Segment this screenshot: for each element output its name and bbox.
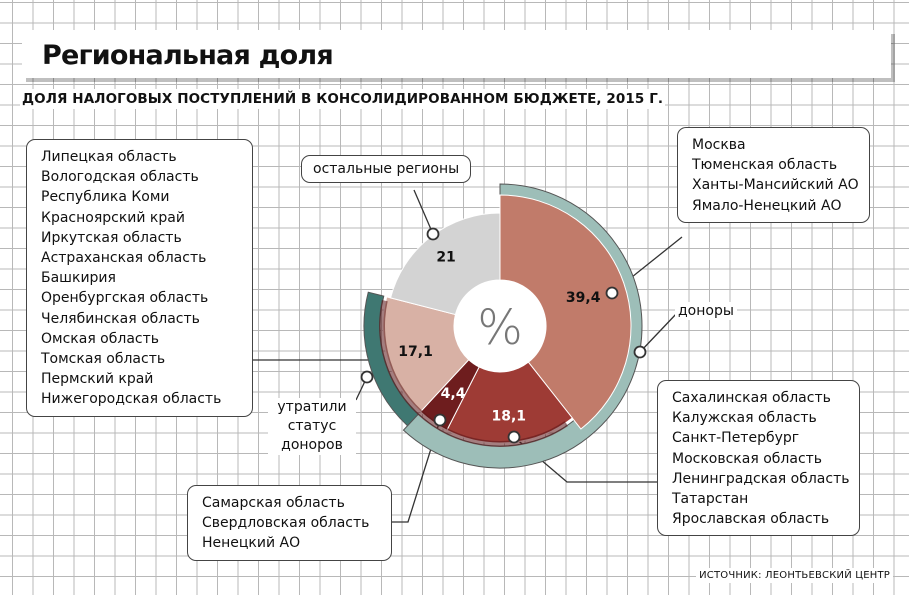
lost-label-line: утратили (277, 399, 347, 415)
other-regions-label: остальные регионы (301, 155, 471, 183)
slice-value-label: 4,4 (440, 386, 466, 403)
leader-dot (435, 415, 446, 426)
region-item: Башкирия (41, 270, 116, 287)
moscow-group-list (677, 127, 870, 223)
region-item: Оренбургская область (41, 290, 209, 307)
lost-donor-status-label (268, 398, 356, 455)
region-item: Челябинская область (41, 310, 200, 327)
leader-dot (509, 432, 520, 443)
region-item: Тюменская область (692, 157, 838, 174)
lost-label-line: доноров (281, 437, 343, 453)
region-item: Самарская область (202, 495, 345, 511)
lost-label-line: статус (287, 418, 337, 434)
region-item: Калужская область (672, 410, 817, 427)
region-item: Ханты-Мансийский АО (692, 177, 859, 194)
region-item: Санкт-Петербург (672, 430, 800, 447)
region-item: Иркутская область (41, 229, 182, 246)
page-title: Региональная доля (42, 40, 333, 71)
region-item: Пермский край (41, 371, 154, 388)
region-item: Свердловская область (202, 515, 370, 532)
chart-subtitle: ДОЛЯ НАЛОГОВЫХ ПОСТУПЛЕНИЙ В КОНСОЛИДИРОВАННОМ БЮДЖЕТЕ, 2015 Г. (22, 91, 664, 107)
leader-donors (640, 312, 678, 352)
region-item: Красноярский край (41, 209, 185, 226)
region-item: Астраханская область (41, 250, 207, 267)
lipetsk-group-list (26, 139, 253, 417)
leader-dot (428, 229, 439, 240)
center-percent-label: % (477, 300, 523, 356)
slice-value-label: 18,1 (491, 408, 527, 425)
region-item: Томская область (41, 351, 166, 368)
region-item: Татарстан (672, 491, 749, 508)
slice-value-label: 17,1 (398, 343, 433, 360)
region-item: Московская область (672, 450, 823, 467)
title-bar (22, 30, 891, 78)
leader-dot (635, 347, 646, 358)
leader-dot (607, 288, 618, 299)
region-item: Ленинградская область (672, 470, 850, 487)
sakhalin-group-list (657, 380, 860, 536)
region-item: Нижегородская область (41, 391, 222, 408)
slice-value-label: 21 (436, 249, 456, 266)
donors-label: доноры (675, 302, 737, 320)
region-item: Ямало-Ненецкий АО (692, 197, 842, 214)
region-item: Ненецкий АО (202, 535, 301, 552)
region-item: Москва (692, 137, 746, 153)
slice-value-label: 39,4 (565, 290, 601, 307)
leader-other (414, 190, 433, 234)
region-item: Липецкая область (41, 149, 177, 165)
source-note: ИСТОЧНИК: ЛЕОНТЬЕВСКИЙ ЦЕНТР (696, 568, 893, 583)
leader-dot (362, 372, 373, 383)
region-item: Сахалинская область (672, 390, 831, 406)
region-item: Ярославская область (672, 511, 830, 528)
region-item: Омская область (41, 330, 160, 347)
region-item: Республика Коми (41, 189, 170, 206)
region-item: Вологодская область (41, 169, 199, 186)
samara-group-list (187, 485, 392, 561)
